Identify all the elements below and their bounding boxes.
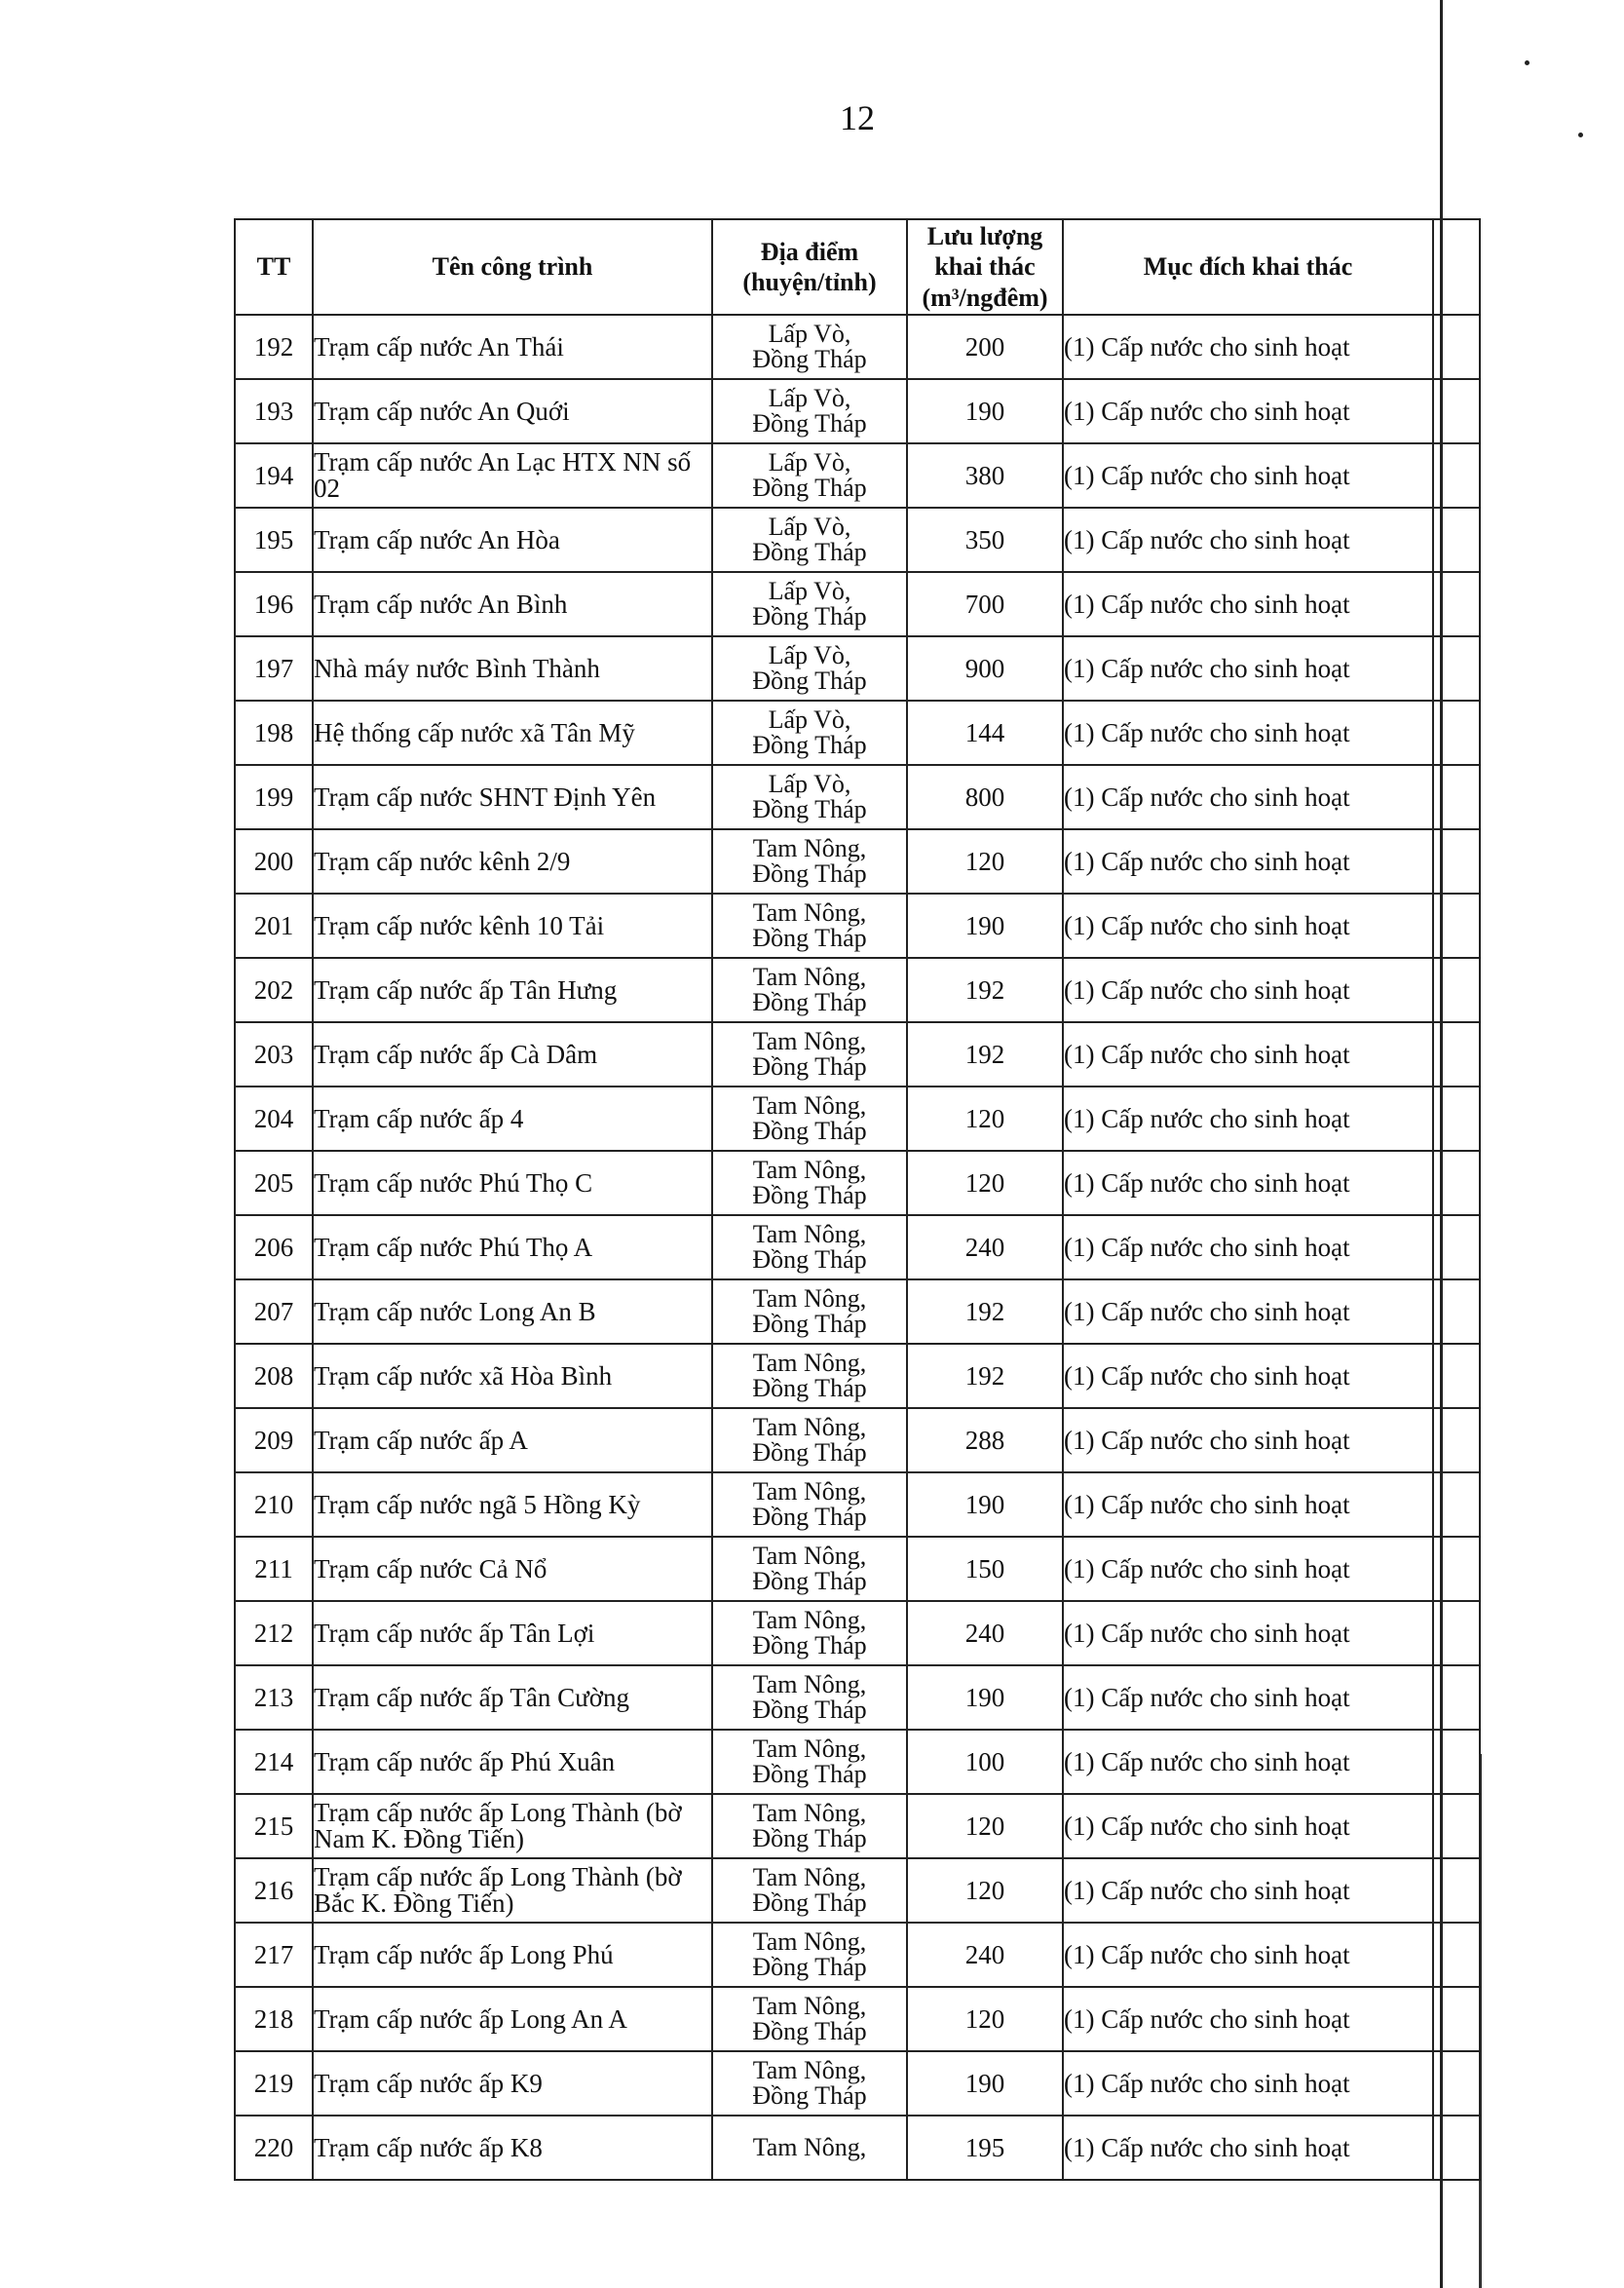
row-purpose: (1) Cấp nước cho sinh hoạt	[1063, 572, 1433, 636]
table-row	[235, 1344, 1480, 1408]
row-blank	[1433, 1215, 1480, 1279]
row-tt: 195	[235, 508, 313, 572]
row-purpose: (1) Cấp nước cho sinh hoạt	[1063, 1987, 1433, 2051]
row-purpose: (1) Cấp nước cho sinh hoạt	[1063, 1279, 1433, 1344]
row-purpose: (1) Cấp nước cho sinh hoạt	[1063, 1022, 1433, 1087]
row-purpose: (1) Cấp nước cho sinh hoạt	[1063, 443, 1433, 508]
row-location	[712, 1794, 907, 1858]
row-location	[712, 765, 907, 829]
row-location-line1: Tam Nông,	[752, 2133, 867, 2161]
row-name: Trạm cấp nước xã Hòa Bình	[313, 1344, 712, 1408]
row-location-line2: Đồng Tháp	[752, 602, 867, 630]
row-location-line1: Lấp Vò,	[768, 448, 851, 477]
row-blank	[1433, 1923, 1480, 1987]
row-tt: 212	[235, 1601, 313, 1665]
row-purpose: (1) Cấp nước cho sinh hoạt	[1063, 2051, 1433, 2116]
row-name: Trạm cấp nước Phú Thọ A	[313, 1215, 712, 1279]
row-blank	[1433, 1537, 1480, 1601]
row-name: Trạm cấp nước ấp K9	[313, 2051, 712, 2116]
row-location	[712, 2116, 907, 2180]
row-flow: 120	[907, 1858, 1063, 1923]
row-location	[712, 1472, 907, 1537]
row-location	[712, 1730, 907, 1794]
row-flow: 192	[907, 958, 1063, 1022]
row-flow: 240	[907, 1215, 1063, 1279]
table-row	[235, 2116, 1480, 2180]
row-name: Trạm cấp nước ấp Phú Xuân	[313, 1730, 712, 1794]
row-location-line1: Tam Nông,	[752, 898, 867, 927]
row-purpose: (1) Cấp nước cho sinh hoạt	[1063, 958, 1433, 1022]
table-row	[235, 1858, 1480, 1923]
row-blank	[1433, 379, 1480, 443]
row-location-line1: Tam Nông,	[752, 1156, 867, 1184]
row-name: Trạm cấp nước ấp Long An A	[313, 1987, 712, 2051]
row-flow: 700	[907, 572, 1063, 636]
row-flow: 192	[907, 1344, 1063, 1408]
row-location-line2: Đồng Tháp	[752, 1310, 867, 1338]
header-name: Tên công trình	[313, 219, 712, 315]
row-blank	[1433, 2116, 1480, 2180]
header-location-line1: Địa điểm	[760, 237, 859, 266]
row-name: Hệ thống cấp nước xã Tân Mỹ	[313, 701, 712, 765]
table-row	[235, 1601, 1480, 1665]
row-flow: 350	[907, 508, 1063, 572]
row-location	[712, 315, 907, 379]
row-blank	[1433, 315, 1480, 379]
header-blank	[1433, 219, 1480, 315]
row-location-line1: Tam Nông,	[752, 2056, 867, 2084]
row-blank	[1433, 636, 1480, 701]
row-purpose: (1) Cấp nước cho sinh hoạt	[1063, 508, 1433, 572]
row-flow: 900	[907, 636, 1063, 701]
row-flow: 120	[907, 1087, 1063, 1151]
row-purpose: (1) Cấp nước cho sinh hoạt	[1063, 1923, 1433, 1987]
row-tt: 198	[235, 701, 313, 765]
row-tt: 206	[235, 1215, 313, 1279]
row-flow: 120	[907, 829, 1063, 894]
row-location-line2: Đồng Tháp	[752, 1245, 867, 1274]
row-purpose: (1) Cấp nước cho sinh hoạt	[1063, 315, 1433, 379]
row-name: Trạm cấp nước ấp Cà Dâm	[313, 1022, 712, 1087]
row-flow: 144	[907, 701, 1063, 765]
row-tt: 210	[235, 1472, 313, 1537]
row-location	[712, 1022, 907, 1087]
row-purpose: (1) Cấp nước cho sinh hoạt	[1063, 1408, 1433, 1472]
row-flow: 288	[907, 1408, 1063, 1472]
row-location-line1: Tam Nông,	[752, 1799, 867, 1827]
table-row	[235, 443, 1480, 508]
row-location-line1: Lấp Vò,	[768, 641, 851, 669]
row-name: Trạm cấp nước An Hòa	[313, 508, 712, 572]
table-row	[235, 315, 1480, 379]
row-purpose: (1) Cấp nước cho sinh hoạt	[1063, 1472, 1433, 1537]
row-name: Trạm cấp nước ấp A	[313, 1408, 712, 1472]
row-flow: 190	[907, 379, 1063, 443]
row-purpose: (1) Cấp nước cho sinh hoạt	[1063, 1344, 1433, 1408]
row-name: Trạm cấp nước ngã 5 Hồng Kỳ	[313, 1472, 712, 1537]
row-tt: 211	[235, 1537, 313, 1601]
row-blank	[1433, 1987, 1480, 2051]
row-location-line1: Tam Nông,	[752, 1284, 867, 1313]
row-name: Trạm cấp nước ấp 4	[313, 1087, 712, 1151]
row-location-line2: Đồng Tháp	[752, 1760, 867, 1788]
row-location-line2: Đồng Tháp	[752, 667, 867, 695]
row-location-line1: Tam Nông,	[752, 834, 867, 862]
row-purpose: (1) Cấp nước cho sinh hoạt	[1063, 701, 1433, 765]
row-location-line2: Đồng Tháp	[752, 2081, 867, 2110]
row-location-line1: Tam Nông,	[752, 1220, 867, 1248]
row-tt: 218	[235, 1987, 313, 2051]
row-location-line1: Tam Nông,	[752, 1670, 867, 1698]
row-name: Trạm cấp nước An Bình	[313, 572, 712, 636]
row-purpose: (1) Cấp nước cho sinh hoạt	[1063, 1858, 1433, 1923]
row-flow: 120	[907, 1151, 1063, 1215]
row-blank	[1433, 2051, 1480, 2116]
row-purpose: (1) Cấp nước cho sinh hoạt	[1063, 1087, 1433, 1151]
row-purpose: (1) Cấp nước cho sinh hoạt	[1063, 2116, 1433, 2180]
row-blank	[1433, 1665, 1480, 1730]
row-location	[712, 1344, 907, 1408]
row-name: Trạm cấp nước ấp Tân Cường	[313, 1665, 712, 1730]
row-location-line2: Đồng Tháp	[752, 474, 867, 502]
row-location	[712, 1279, 907, 1344]
row-tt: 200	[235, 829, 313, 894]
row-blank	[1433, 958, 1480, 1022]
row-flow: 190	[907, 1472, 1063, 1537]
table-row	[235, 765, 1480, 829]
row-location	[712, 572, 907, 636]
row-blank	[1433, 443, 1480, 508]
row-tt: 203	[235, 1022, 313, 1087]
row-location-line1: Lấp Vò,	[768, 320, 851, 348]
row-flow: 800	[907, 765, 1063, 829]
table-row	[235, 1987, 1480, 2051]
row-flow: 192	[907, 1279, 1063, 1344]
row-blank	[1433, 1601, 1480, 1665]
row-location-line2: Đồng Tháp	[752, 1953, 867, 1981]
row-name: Nhà máy nước Bình Thành	[313, 636, 712, 701]
row-name: Trạm cấp nước ấp Long Thành (bờ Nam K. Đồng Tiến)	[313, 1794, 712, 1858]
row-location	[712, 1408, 907, 1472]
row-location-line1: Lấp Vò,	[768, 770, 851, 798]
table-row	[235, 1087, 1480, 1151]
row-name: Trạm cấp nước ấp Long Thành (bờ Bắc K. Đồng Tiến)	[313, 1858, 712, 1923]
table-row	[235, 894, 1480, 958]
row-location	[712, 379, 907, 443]
row-tt: 199	[235, 765, 313, 829]
table-row	[235, 508, 1480, 572]
row-purpose: (1) Cấp nước cho sinh hoạt	[1063, 1151, 1433, 1215]
row-location-line2: Đồng Tháp	[752, 1374, 867, 1402]
row-location-line2: Đồng Tháp	[752, 924, 867, 952]
row-location-line1: Tam Nông,	[752, 1091, 867, 1120]
row-purpose: (1) Cấp nước cho sinh hoạt	[1063, 1730, 1433, 1794]
row-location	[712, 894, 907, 958]
row-name: Trạm cấp nước kênh 2/9	[313, 829, 712, 894]
header-tt: TT	[235, 219, 313, 315]
row-location-line2: Đồng Tháp	[752, 1117, 867, 1145]
row-flow: 195	[907, 2116, 1063, 2180]
row-purpose: (1) Cấp nước cho sinh hoạt	[1063, 636, 1433, 701]
row-location-line1: Lấp Vò,	[768, 705, 851, 734]
row-location	[712, 1087, 907, 1151]
header-flow-line3: (m³/ngđêm)	[922, 283, 1048, 312]
row-blank	[1433, 1344, 1480, 1408]
row-location	[712, 636, 907, 701]
row-blank	[1433, 829, 1480, 894]
row-tt: 194	[235, 443, 313, 508]
row-location-line2: Đồng Tháp	[752, 859, 867, 888]
row-blank	[1433, 572, 1480, 636]
row-location	[712, 2051, 907, 2116]
row-name: Trạm cấp nước ấp Tân Hưng	[313, 958, 712, 1022]
row-location-line2: Đồng Tháp	[752, 1503, 867, 1531]
row-tt: 215	[235, 1794, 313, 1858]
header-flow-line1: Lưu lượng	[926, 222, 1043, 251]
page-number: 12	[840, 98, 875, 137]
row-location-line1: Tam Nông,	[752, 1863, 867, 1891]
row-tt: 202	[235, 958, 313, 1022]
row-name: Trạm cấp nước kênh 10 Tải	[313, 894, 712, 958]
table-row	[235, 2051, 1480, 2116]
row-purpose: (1) Cấp nước cho sinh hoạt	[1063, 829, 1433, 894]
row-location-line1: Tam Nông,	[752, 1542, 867, 1570]
table-row	[235, 1537, 1480, 1601]
row-flow: 120	[907, 1794, 1063, 1858]
row-name: Trạm cấp nước Phú Thọ C	[313, 1151, 712, 1215]
row-tt: 219	[235, 2051, 313, 2116]
row-purpose: (1) Cấp nước cho sinh hoạt	[1063, 1794, 1433, 1858]
row-location-line1: Tam Nông,	[752, 1477, 867, 1506]
row-location-line2: Đồng Tháp	[752, 1631, 867, 1659]
row-location-line2: Đồng Tháp	[752, 2017, 867, 2045]
row-tt: 196	[235, 572, 313, 636]
table-row	[235, 1408, 1480, 1472]
row-tt: 192	[235, 315, 313, 379]
row-location-line1: Lấp Vò,	[768, 513, 851, 541]
row-location-line2: Đồng Tháp	[752, 409, 867, 438]
row-tt: 213	[235, 1665, 313, 1730]
row-location	[712, 1665, 907, 1730]
row-tt: 197	[235, 636, 313, 701]
row-name: Trạm cấp nước An Quới	[313, 379, 712, 443]
table-row	[235, 572, 1480, 636]
row-name: Trạm cấp nước SHNT Định Yên	[313, 765, 712, 829]
row-name: Trạm cấp nước ấp Long Phú	[313, 1923, 712, 1987]
row-location-line1: Tam Nông,	[752, 1413, 867, 1441]
row-tt: 208	[235, 1344, 313, 1408]
row-location-line2: Đồng Tháp	[752, 1888, 867, 1917]
row-tt: 216	[235, 1858, 313, 1923]
row-blank	[1433, 1858, 1480, 1923]
header-location-line2: (huyện/tỉnh)	[742, 268, 877, 296]
row-location	[712, 1858, 907, 1923]
row-location	[712, 829, 907, 894]
row-location	[712, 1601, 907, 1665]
table-row	[235, 636, 1480, 701]
row-name: Trạm cấp nước Cả Nổ	[313, 1537, 712, 1601]
row-tt: 205	[235, 1151, 313, 1215]
row-location-line2: Đồng Tháp	[752, 731, 867, 759]
table-row	[235, 1022, 1480, 1087]
row-location	[712, 508, 907, 572]
row-location	[712, 1987, 907, 2051]
table-row	[235, 1472, 1480, 1537]
table-row	[235, 1665, 1480, 1730]
row-blank	[1433, 1087, 1480, 1151]
table-row	[235, 1215, 1480, 1279]
row-tt: 220	[235, 2116, 313, 2180]
row-location-line2: Đồng Tháp	[752, 795, 867, 823]
row-blank	[1433, 1794, 1480, 1858]
row-blank	[1433, 1472, 1480, 1537]
row-location-line2: Đồng Tháp	[752, 1567, 867, 1595]
header-flow	[907, 219, 1063, 315]
row-flow: 190	[907, 1665, 1063, 1730]
row-location-line1: Lấp Vò,	[768, 577, 851, 605]
row-location-line2: Đồng Tháp	[752, 1438, 867, 1467]
row-blank	[1433, 1730, 1480, 1794]
header-flow-line2: khai thác	[934, 252, 1036, 282]
table-row	[235, 1151, 1480, 1215]
table-row	[235, 379, 1480, 443]
water-works-table	[234, 218, 1481, 2181]
row-tt: 217	[235, 1923, 313, 1987]
row-flow: 240	[907, 1601, 1063, 1665]
row-location-line1: Tam Nông,	[752, 1027, 867, 1055]
row-name: Trạm cấp nước ấp Tân Lợi	[313, 1601, 712, 1665]
row-tt: 201	[235, 894, 313, 958]
row-flow: 200	[907, 315, 1063, 379]
row-location-line1: Tam Nông,	[752, 1927, 867, 1956]
row-tt: 193	[235, 379, 313, 443]
scan-speck	[1525, 60, 1530, 65]
row-blank	[1433, 894, 1480, 958]
row-blank	[1433, 508, 1480, 572]
row-location	[712, 1151, 907, 1215]
table-row	[235, 1279, 1480, 1344]
row-purpose: (1) Cấp nước cho sinh hoạt	[1063, 1537, 1433, 1601]
row-location-line2: Đồng Tháp	[752, 345, 867, 373]
table-row	[235, 1730, 1480, 1794]
row-purpose: (1) Cấp nước cho sinh hoạt	[1063, 1215, 1433, 1279]
row-tt: 207	[235, 1279, 313, 1344]
row-location-line1: Tam Nông,	[752, 1992, 867, 2020]
row-location-line2: Đồng Tháp	[752, 988, 867, 1016]
row-location-line2: Đồng Tháp	[752, 1181, 867, 1209]
row-purpose: (1) Cấp nước cho sinh hoạt	[1063, 1665, 1433, 1730]
scan-speck	[1578, 133, 1583, 137]
row-flow: 240	[907, 1923, 1063, 1987]
row-location-line2: Đồng Tháp	[752, 538, 867, 566]
table-header-row	[235, 219, 1480, 315]
row-location	[712, 1923, 907, 1987]
table-row	[235, 1794, 1480, 1858]
row-name: Trạm cấp nước ấp K8	[313, 2116, 712, 2180]
row-blank	[1433, 765, 1480, 829]
row-purpose: (1) Cấp nước cho sinh hoạt	[1063, 379, 1433, 443]
row-flow: 380	[907, 443, 1063, 508]
row-name: Trạm cấp nước An Thái	[313, 315, 712, 379]
row-purpose: (1) Cấp nước cho sinh hoạt	[1063, 894, 1433, 958]
table-row	[235, 829, 1480, 894]
row-name: Trạm cấp nước An Lạc HTX NN số 02	[313, 443, 712, 508]
row-flow: 192	[907, 1022, 1063, 1087]
header-location	[712, 219, 907, 315]
row-location-line2: Đồng Tháp	[752, 1824, 867, 1852]
row-purpose: (1) Cấp nước cho sinh hoạt	[1063, 765, 1433, 829]
row-location-line1: Tam Nông,	[752, 1735, 867, 1763]
row-flow: 120	[907, 1987, 1063, 2051]
row-location	[712, 443, 907, 508]
row-tt: 214	[235, 1730, 313, 1794]
row-location-line1: Lấp Vò,	[768, 384, 851, 412]
row-location-line1: Tam Nông,	[752, 1349, 867, 1377]
row-name: Trạm cấp nước Long An B	[313, 1279, 712, 1344]
row-flow: 190	[907, 2051, 1063, 2116]
row-location-line1: Tam Nông,	[752, 963, 867, 991]
row-flow: 150	[907, 1537, 1063, 1601]
row-flow: 190	[907, 894, 1063, 958]
row-location	[712, 958, 907, 1022]
header-purpose: Mục đích khai thác	[1063, 219, 1433, 315]
table-row	[235, 1923, 1480, 1987]
row-blank	[1433, 701, 1480, 765]
row-tt: 209	[235, 1408, 313, 1472]
row-tt: 204	[235, 1087, 313, 1151]
row-blank	[1433, 1151, 1480, 1215]
row-blank	[1433, 1279, 1480, 1344]
row-purpose: (1) Cấp nước cho sinh hoạt	[1063, 1601, 1433, 1665]
table-row	[235, 701, 1480, 765]
row-blank	[1433, 1022, 1480, 1087]
row-location	[712, 1215, 907, 1279]
row-flow: 100	[907, 1730, 1063, 1794]
row-location	[712, 1537, 907, 1601]
table-body	[235, 315, 1480, 2180]
row-location-line2: Đồng Tháp	[752, 1696, 867, 1724]
row-location-line2: Đồng Tháp	[752, 1052, 867, 1081]
table-row	[235, 958, 1480, 1022]
row-blank	[1433, 1408, 1480, 1472]
row-location	[712, 701, 907, 765]
row-location-line1: Tam Nông,	[752, 1606, 867, 1634]
